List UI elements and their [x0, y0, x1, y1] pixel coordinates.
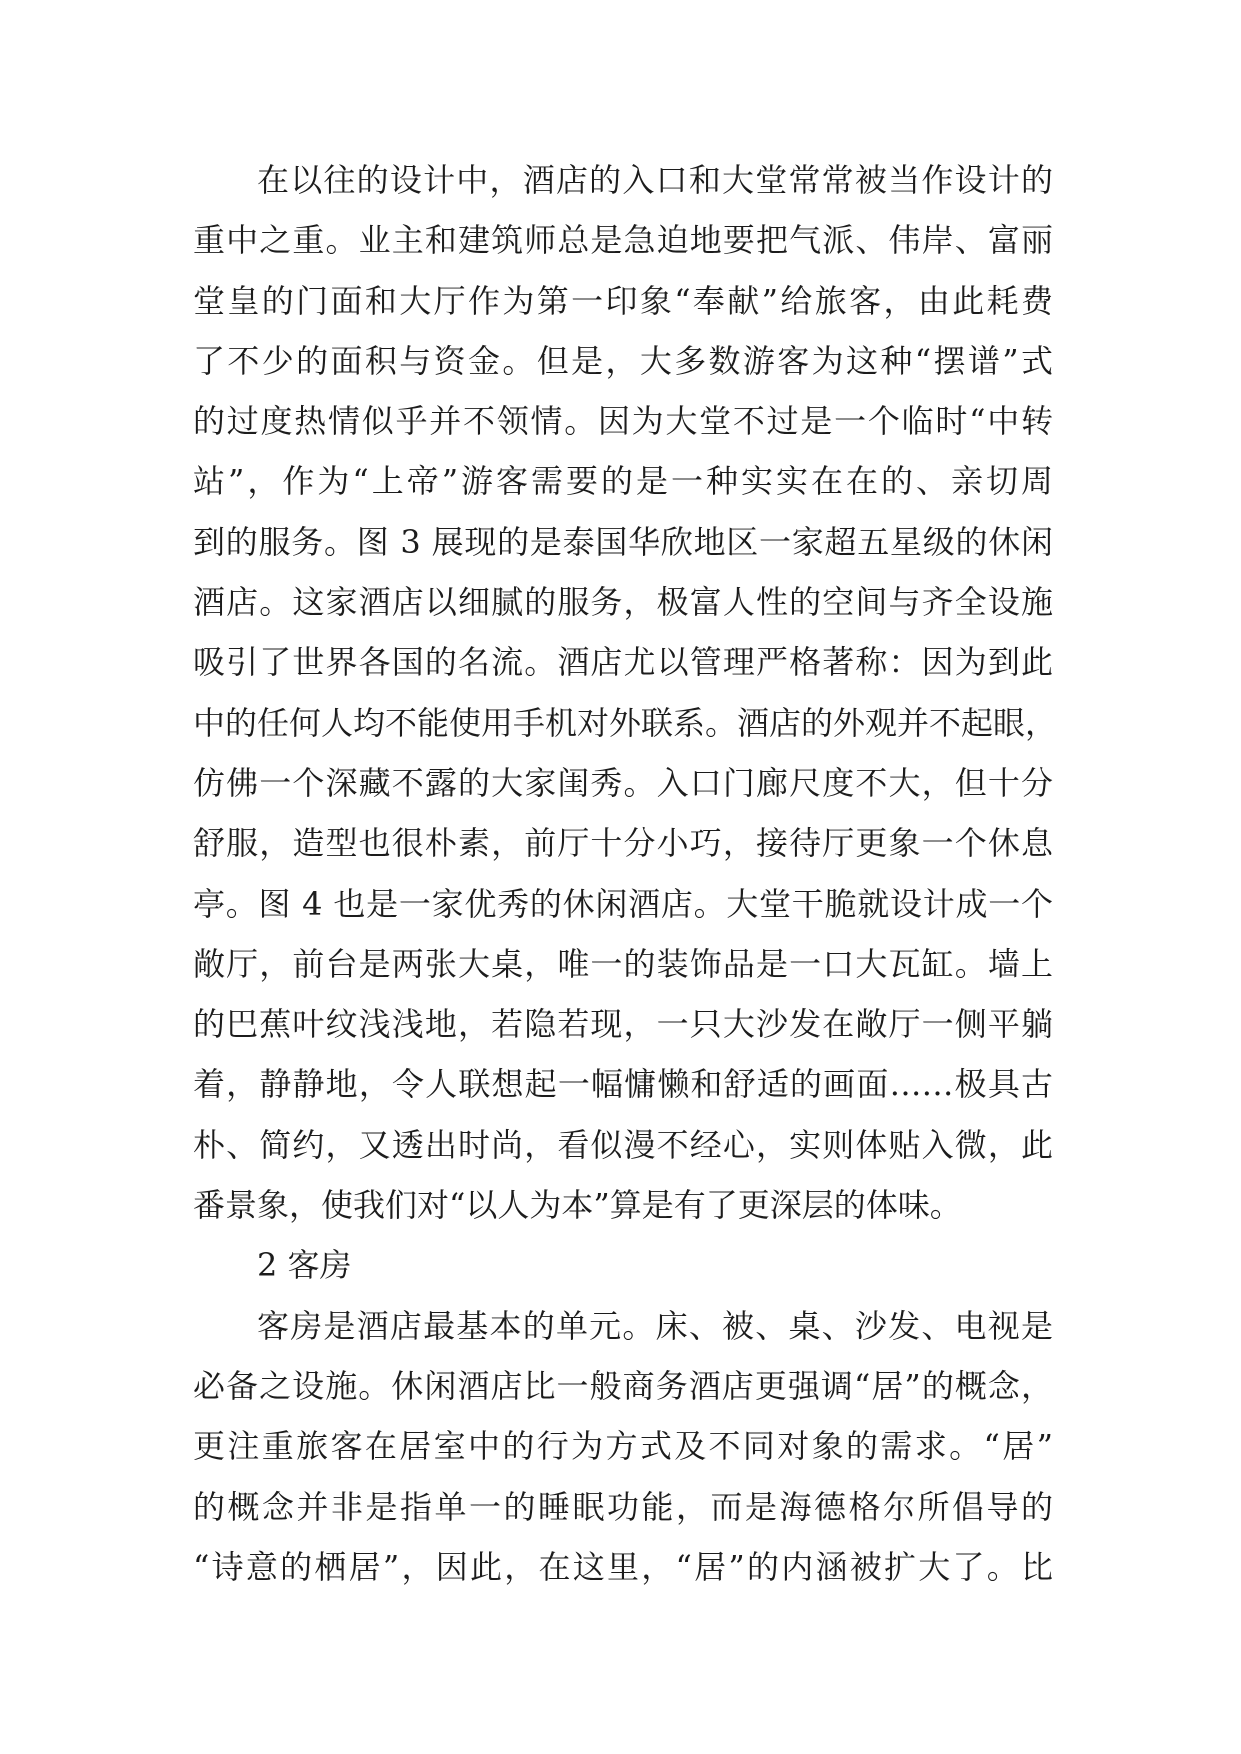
paragraph-2-line: 必备之设施。休闲酒店比一般商务酒店更强调“居”的概念，: [193, 1366, 1053, 1405]
paragraph-1-line: 酒店。这家酒店以细腻的服务，极富人性的空间与齐全设施: [193, 583, 1053, 622]
paragraph-1-line: 的巴蕉叶纹浅浅地，若隐若现，一只大沙发在敞厅一侧平躺: [193, 1005, 1053, 1044]
paragraph-1-line: 堂皇的门面和大厅作为第一印象“奉献”给旅客，由此耗费: [193, 281, 1053, 320]
paragraph-1-line: 仿佛一个深藏不露的大家闺秀。入口门廊尺度不大，但十分: [193, 763, 1053, 802]
paragraph-1-line: 朴、简约，又透出时尚，看似漫不经心，实则体贴入微，此: [193, 1125, 1053, 1164]
paragraph-1-line: 站”，作为“上帝”游客需要的是一种实实在在的、亲切周: [193, 462, 1053, 501]
paragraph-1-line: 到的服务。图 3 展现的是泰国华欣地区一家超五星级的休闲: [193, 522, 1053, 561]
paragraph-2-line: 的概念并非是指单一的睡眠功能，而是海德格尔所倡导的: [193, 1487, 1053, 1526]
document-body: [193, 150, 1058, 1597]
paragraph-1-line: 番景象，使我们对“以人为本”算是有了更深层的体味。: [193, 1186, 962, 1225]
paragraph-1-line: 中的任何人均不能使用手机对外联系。酒店的外观并不起眼，: [193, 703, 1058, 742]
paragraph-1-line: 着，静静地，令人联想起一幅慵懒和舒适的画面……极具古: [193, 1065, 1053, 1104]
paragraph-2-line: 更注重旅客在居室中的行为方式及不同对象的需求。“居”: [193, 1427, 1053, 1466]
paragraph-1-line: 在以往的设计中，酒店的入口和大堂常常被当作设计的: [257, 161, 1053, 199]
paragraph-2-line: “诗意的栖居”，因此，在这里，“居”的内涵被扩大了。比: [193, 1547, 1053, 1586]
paragraph-1-line: 吸引了世界各国的名流。酒店尤以管理严格著称：因为到此: [193, 643, 1053, 682]
section-heading: 2 客房: [257, 1246, 352, 1285]
paragraph-1-line: 敞厅，前台是两张大桌，唯一的装饰品是一口大瓦缸。墙上: [193, 944, 1053, 983]
paragraph-1-line: 了不少的面积与资金。但是，大多数游客为这种“摆谱”式: [193, 341, 1053, 380]
paragraph-1-line: 舒服，造型也很朴素，前厅十分小巧，接待厅更象一个休息: [193, 824, 1053, 863]
paragraph-1-line: 重中之重。业主和建筑师总是急迫地要把气派、伟岸、富丽: [193, 221, 1053, 260]
paragraph-1-line: 亭。图 4 也是一家优秀的休闲酒店。大堂干脆就设计成一个: [193, 884, 1053, 923]
paragraph-1-line: 的过度热情似乎并不领情。因为大堂不过是一个临时“中转: [193, 402, 1053, 441]
paragraph-2-line: 客房是酒店最基本的单元。床、被、桌、沙发、电视是: [257, 1306, 1053, 1345]
